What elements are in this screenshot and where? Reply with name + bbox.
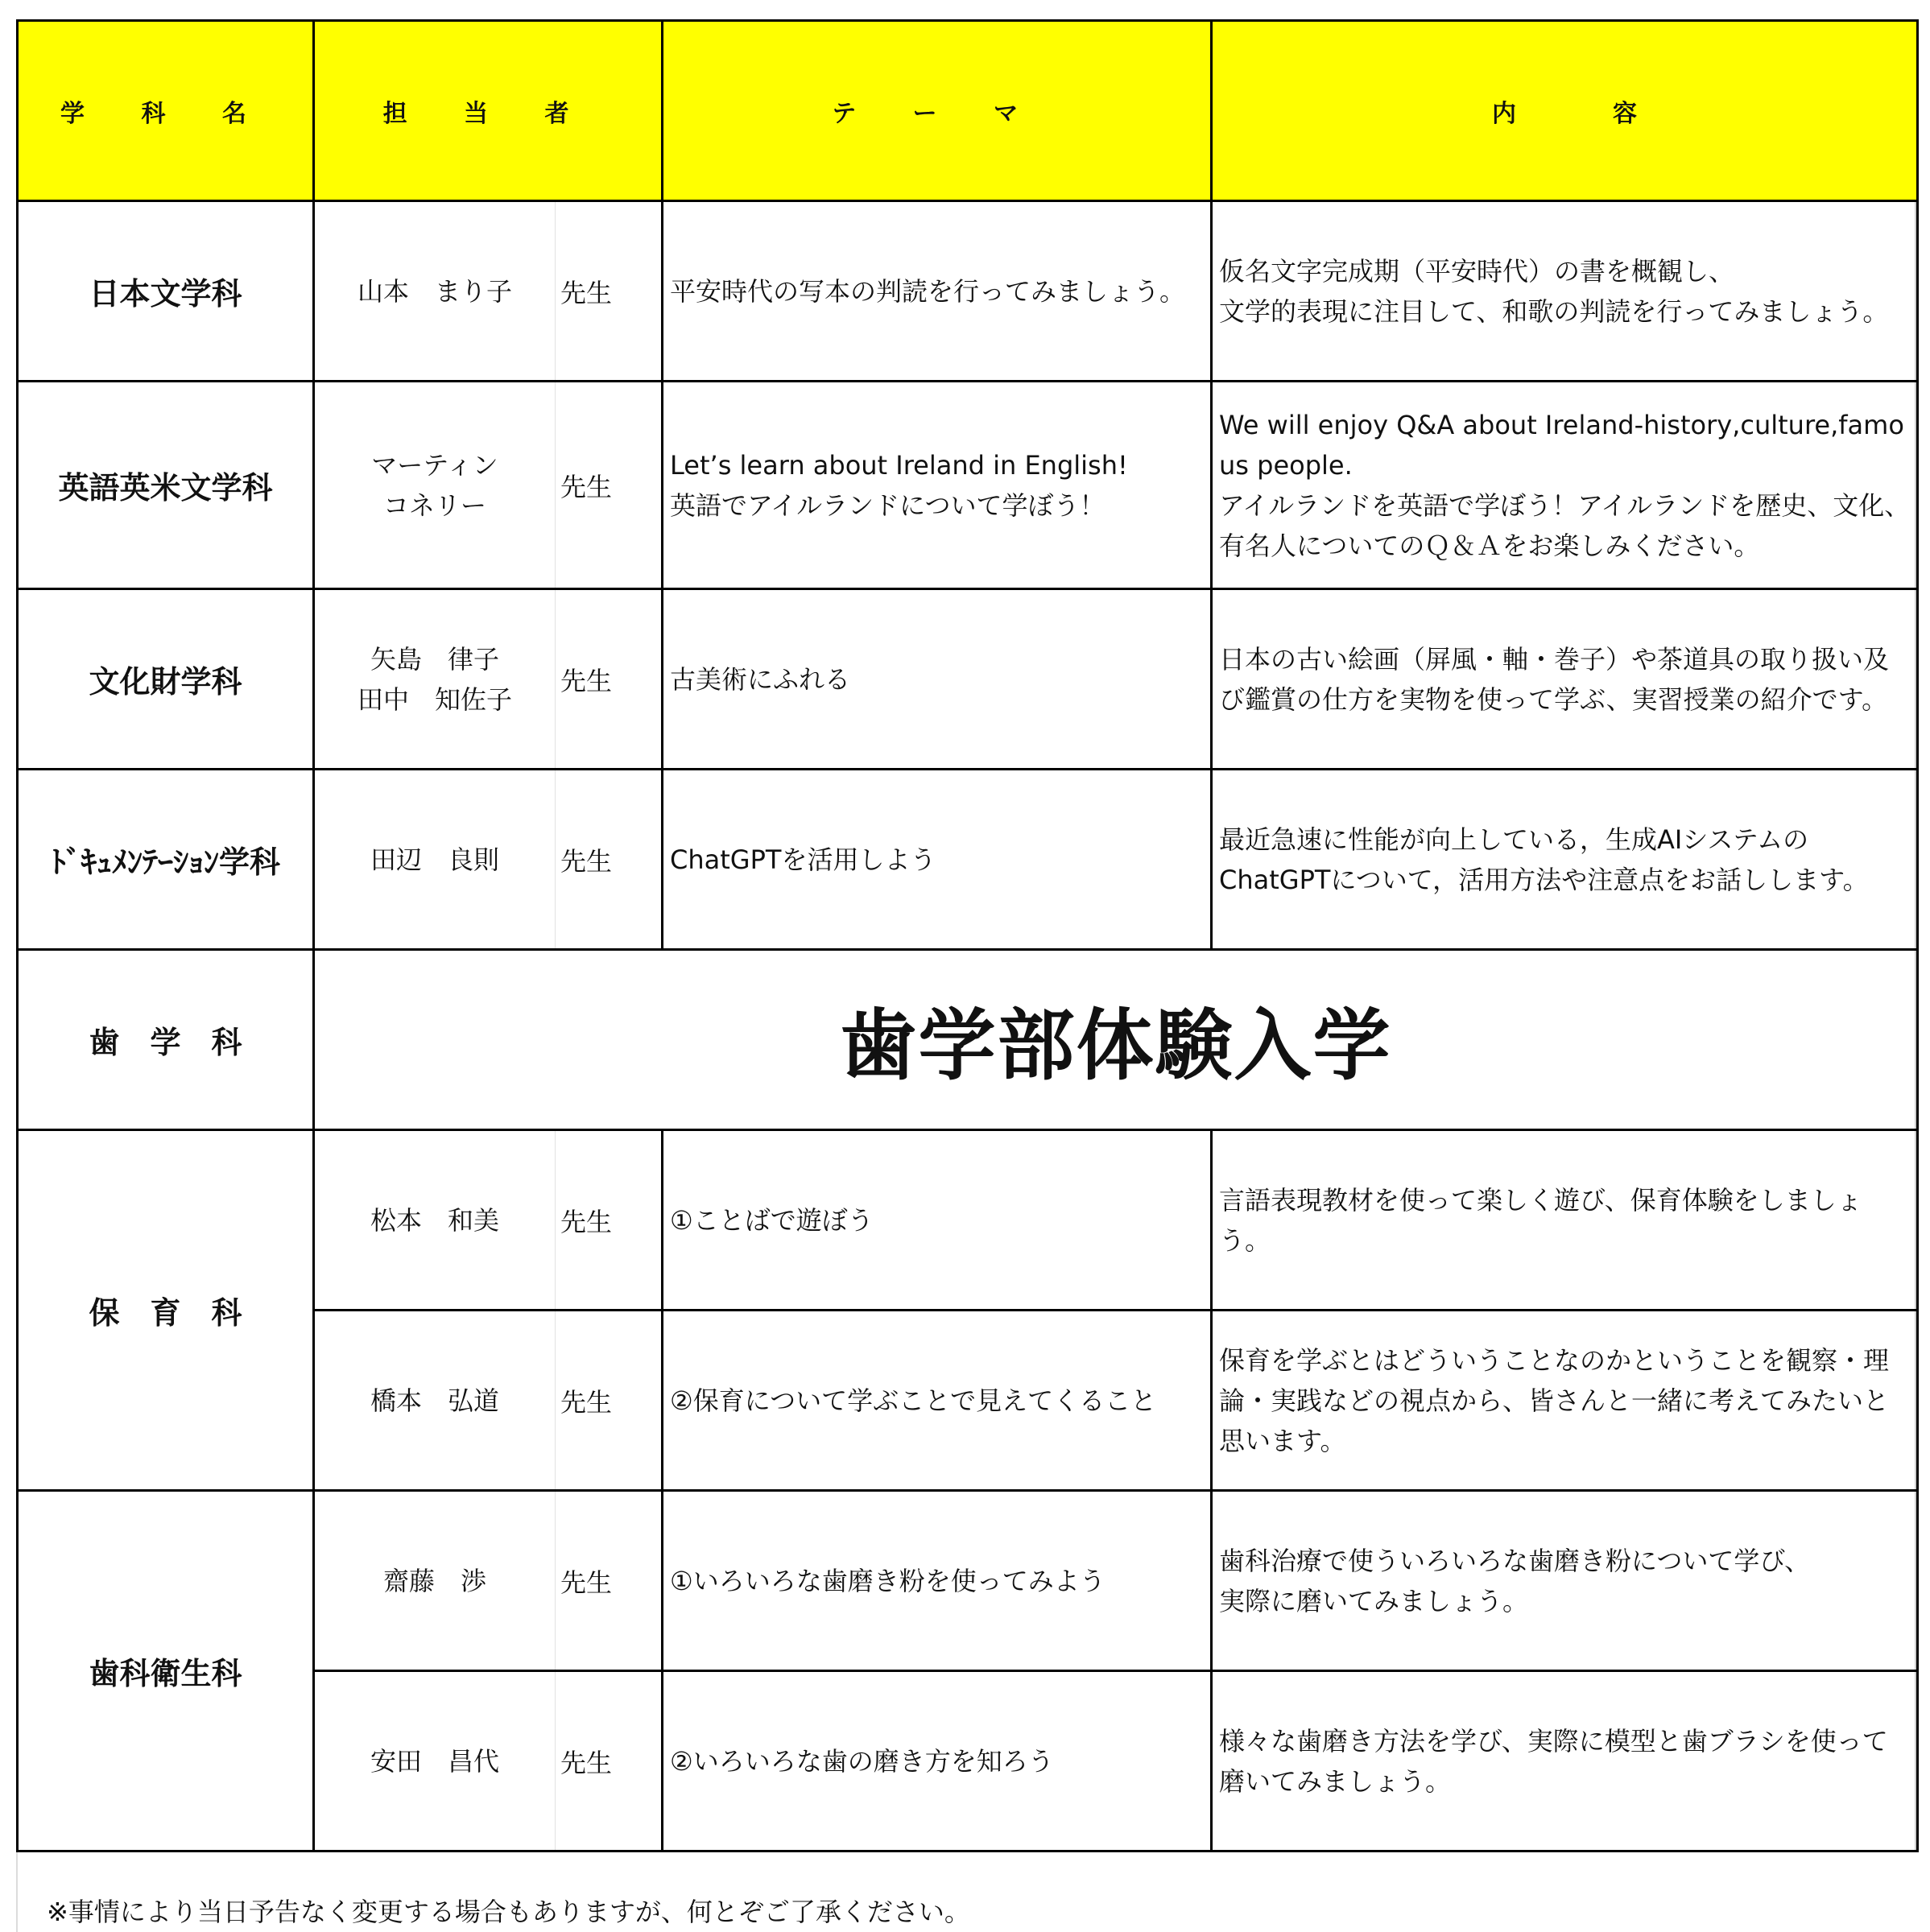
theme-cell: 古美術にふれる [663, 589, 1212, 770]
table-row [18, 201, 1918, 382]
teacher-suffix: 先生 [556, 770, 663, 950]
teacher-cell [314, 1491, 556, 1671]
content-cell: 様々な歯磨き方法を学び、実際に模型と歯ブラシを使って磨いてみましょう。 [1212, 1671, 1918, 1852]
department-cell: 文化財学科 [18, 589, 314, 770]
theme-cell: ①ことばで遊ぼう [663, 1130, 1212, 1311]
table-row [18, 1130, 1918, 1311]
theme-cell: ①いろいろな歯磨き粉を使ってみよう [663, 1491, 1212, 1671]
teacher-name: マーティン [371, 449, 498, 481]
header-department: 学 科 名 [18, 21, 314, 201]
dental-experience-banner: 歯学部体験入学 [314, 950, 1918, 1130]
teacher-suffix: 先生 [556, 1130, 663, 1311]
teacher-suffix: 先生 [556, 589, 663, 770]
content-cell: 保育を学ぶとはどういうことなのかということを観察・理論・実践などの視点から、皆さんと一緒に考えてみたいと思います。 [1212, 1311, 1918, 1491]
teacher-suffix: 先生 [556, 382, 663, 589]
teacher-name: 齋藤 渉 [382, 1565, 486, 1596]
schedule-table [16, 19, 1919, 1852]
header-theme: テ ー マ [663, 21, 1212, 201]
teacher-name: 田辺 良則 [370, 844, 499, 875]
department-cell: 歯科衛生科 [18, 1491, 314, 1852]
department-cell: 歯 学 科 [18, 950, 314, 1130]
teacher-cell [314, 770, 556, 950]
theme-cell: ②いろいろな歯の磨き方を知ろう [663, 1671, 1212, 1852]
table-row [18, 382, 1918, 589]
teacher-cell [314, 1671, 556, 1852]
table-row [18, 770, 1918, 950]
content-cell: 仮名文字完成期（平安時代）の書を概観し、 文学的表現に注目して、和歌の判読を行ってみましょう。 [1212, 201, 1918, 382]
teacher-suffix: 先生 [556, 1671, 663, 1852]
theme-cell: Let’s learn about Ireland in English! 英語でアイルランドについて学ぼう！ [663, 382, 1212, 589]
theme-cell: 平安時代の写本の判読を行ってみましょう。 [663, 201, 1212, 382]
table-row [18, 589, 1918, 770]
theme-cell: ②保育について学ぶことで見えてくること [663, 1311, 1212, 1491]
department-cell: 英語英米文学科 [18, 382, 314, 589]
teacher-name: 安田 昌代 [370, 1745, 499, 1777]
teacher-suffix: 先生 [556, 201, 663, 382]
department-cell: 保 育 科 [18, 1130, 314, 1491]
teacher-name: 田中 知佐子 [357, 683, 512, 715]
teacher-cell [314, 201, 556, 382]
teacher-cell [314, 1130, 556, 1311]
teacher-name: 山本 まり子 [357, 275, 512, 307]
teacher-cell [314, 1311, 556, 1491]
teacher-suffix: 先生 [556, 1311, 663, 1491]
content-cell: 言語表現教材を使って楽しく遊び、保育体験をしましょう。 [1212, 1130, 1918, 1311]
footnote: ※事情により当日予告なく変更する場合もありますが、何とぞご了承ください。 [47, 1897, 970, 1927]
teacher-suffix: 先生 [556, 1491, 663, 1671]
content-cell: 歯科治療で使ういろいろな歯磨き粉について学び、 実際に磨いてみましょう。 [1212, 1491, 1918, 1671]
teacher-name: コネリー [382, 489, 486, 521]
header-teacher: 担 当 者 [314, 21, 663, 201]
content-cell: 日本の古い絵画（屏風・軸・巻子）や茶道具の取り扱い及び鑑賞の仕方を実物を使って学ぶ、実習授業の紹介です。 [1212, 589, 1918, 770]
header-content: 内 容 [1212, 21, 1918, 201]
teacher-cell [314, 589, 556, 770]
teacher-name: 松本 和美 [370, 1204, 499, 1236]
table-row [18, 1491, 1918, 1671]
teacher-name: 矢島 律子 [370, 643, 499, 675]
department-cell: ﾄﾞｷｭﾒﾝﾃｰｼｮﾝ学科 [18, 770, 314, 950]
page-edge-line-left [16, 1847, 18, 1932]
theme-cell: ChatGPTを活用しよう [663, 770, 1212, 950]
department-cell: 日本文学科 [18, 201, 314, 382]
teacher-name: 橋本 弘道 [370, 1385, 499, 1416]
table-header-row [18, 21, 1918, 201]
content-cell: We will enjoy Q&A about Ireland-history,culture,famous people. アイルランドを英語で学ぼう！アイルランドを歴史、文化、有名人についてのＱ＆Ａをお楽しみください。 [1212, 382, 1918, 589]
content-cell: 最近急速に性能が向上している，生成AIシステムの ChatGPTについて，活用方法や注意点をお話しします。 [1212, 770, 1918, 950]
table-row-dental [18, 950, 1918, 1130]
teacher-cell [314, 382, 556, 589]
